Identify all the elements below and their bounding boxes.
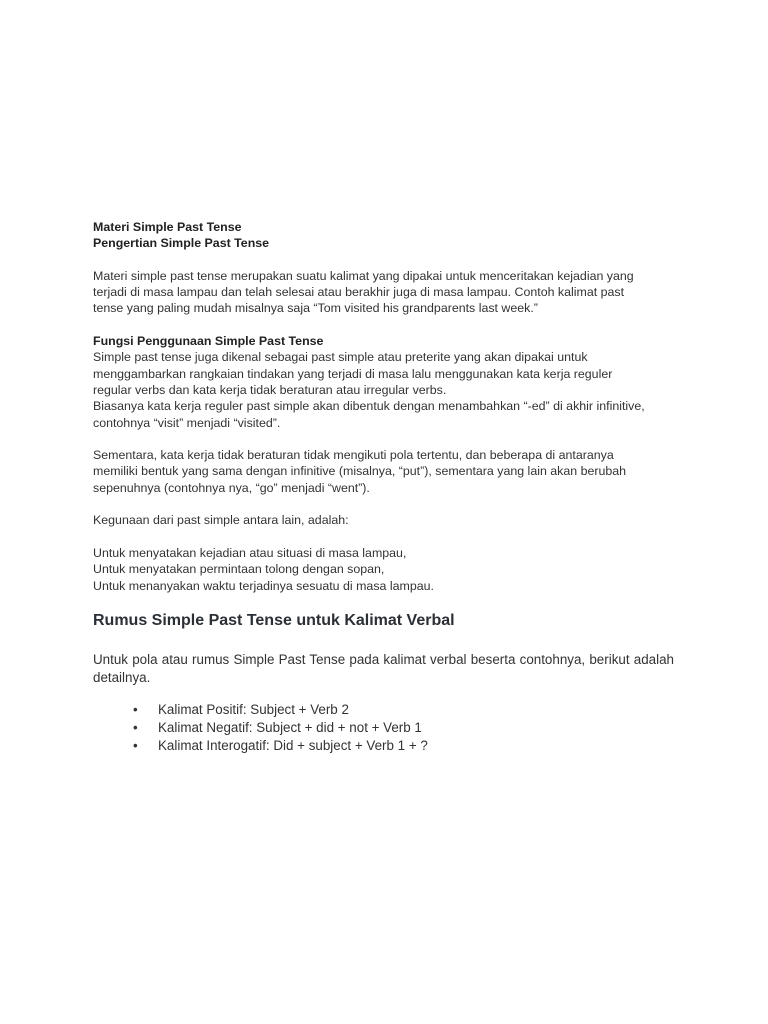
intro-line: terjadi di masa lampau dan telah selesai atau berakhir juga di masa lampau. Contoh kalimat past bbox=[93, 285, 625, 300]
sementara-line: memiliki bentuk yang sama dengan infinitive (misalnya, “put”), sementara yang lain akan berubah bbox=[93, 464, 627, 479]
rumus-heading: Rumus Simple Past Tense untuk Kalimat Verbal bbox=[93, 611, 455, 629]
spacer bbox=[93, 431, 674, 447]
fungsi-line: regular verbs dan kata kerja tidak beraturan atau irregular verbs. bbox=[93, 382, 447, 397]
rumus-bullet-list bbox=[93, 701, 674, 755]
list-item-text: Kalimat Interogatif: Did + subject + Verb 1 + ? bbox=[158, 737, 428, 753]
intro-line: tense yang paling mudah misalnya saja “Tom visited his grandparents last week.” bbox=[93, 301, 538, 316]
kegunaan-item: Untuk menyatakan permintaan tolong dengan sopan, bbox=[93, 562, 385, 577]
rumus-intro: Untuk pola atau rumus Simple Past Tense pada kalimat verbal beserta contohnya, berikut adalah detailnya. bbox=[93, 651, 674, 685]
document-subtitle: Pengertian Simple Past Tense bbox=[93, 236, 270, 251]
sementara-line: Sementara, kata kerja tidak beraturan tidak mengikuti pola tertentu, dan beberapa di antaranya bbox=[93, 448, 614, 463]
bullet-icon: • bbox=[133, 719, 138, 735]
fungsi-line: menggambarkan rangkaian tindakan yang terjadi di masa lalu menggunakan kata kerja reguler bbox=[93, 366, 613, 381]
sementara-line: sepenuhnya (contohnya nya, “go” menjadi “went”). bbox=[93, 480, 370, 495]
document-page bbox=[93, 219, 674, 755]
fungsi-line: contohnya “visit” menjadi “visited”. bbox=[93, 415, 281, 430]
kegunaan-line: Kegunaan dari past simple antara lain, adalah: bbox=[93, 513, 349, 528]
list-item bbox=[93, 719, 674, 737]
bullet-icon: • bbox=[133, 701, 138, 717]
spacer bbox=[93, 252, 674, 268]
bullet-icon: • bbox=[133, 737, 138, 753]
intro-line: Materi simple past tense merupakan suatu kalimat yang dipakai untuk menceritakan kejadian yang bbox=[93, 268, 634, 283]
list-item bbox=[93, 701, 674, 719]
list-item bbox=[93, 737, 674, 755]
document-title: Materi Simple Past Tense bbox=[93, 220, 242, 234]
fungsi-line: Biasanya kata kerja reguler past simple akan dibentuk dengan menambahkan “-ed” di akhir infinitive, bbox=[93, 399, 645, 414]
fungsi-line: Simple past tense juga dikenal sebagai past simple atau preterite yang akan dipakai untuk bbox=[93, 350, 588, 365]
fungsi-heading: Fungsi Penggunaan Simple Past Tense bbox=[93, 334, 324, 349]
list-item-text: Kalimat Negatif: Subject + did + not + Verb 1 bbox=[158, 719, 422, 735]
spacer bbox=[93, 317, 674, 333]
kegunaan-item: Untuk menanyakan waktu terjadinya sesuatu di masa lampau. bbox=[93, 578, 434, 593]
kegunaan-item: Untuk menyatakan kejadian atau situasi di masa lampau, bbox=[93, 545, 407, 560]
spacer bbox=[93, 529, 674, 545]
spacer bbox=[93, 496, 674, 512]
list-item-text: Kalimat Positif: Subject + Verb 2 bbox=[158, 701, 349, 717]
